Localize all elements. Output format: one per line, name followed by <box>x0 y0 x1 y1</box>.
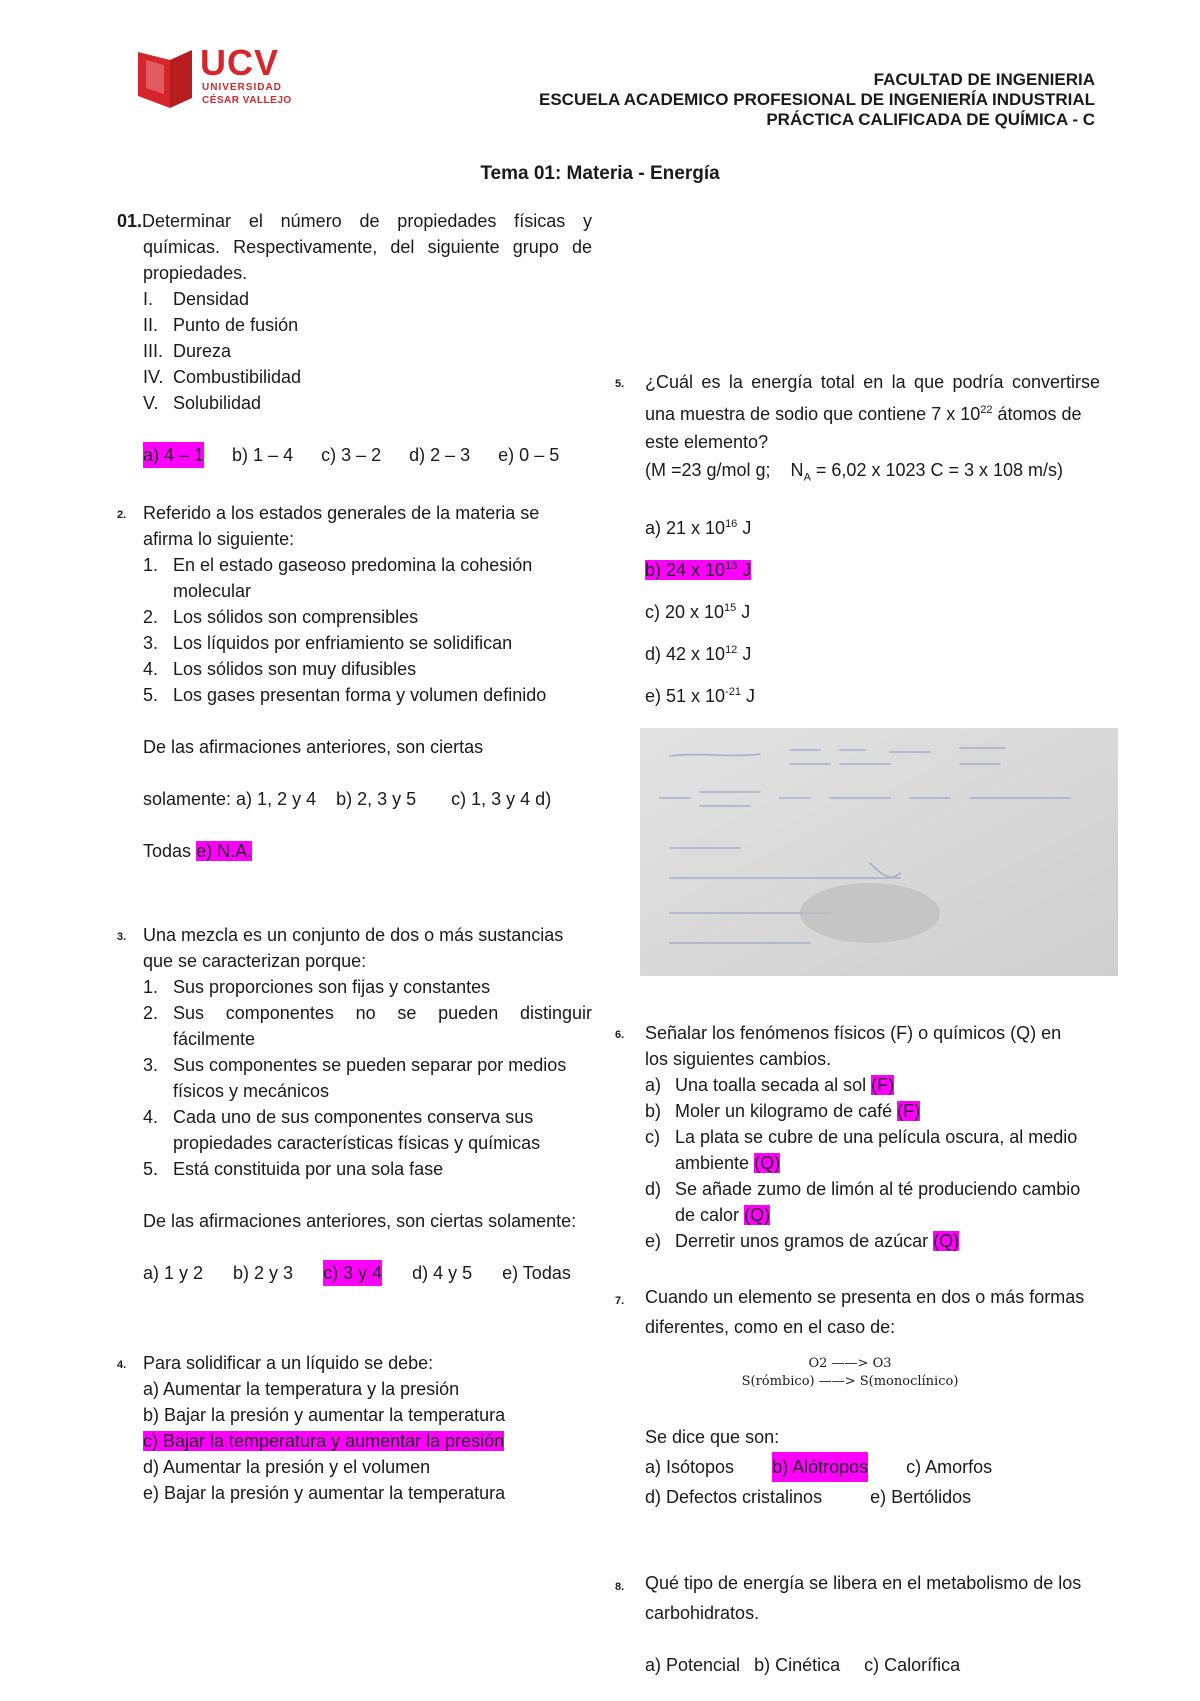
list-item: 1. Sus proporciones son fijas y constantes <box>143 977 491 997</box>
list-item: 4. Cada uno de sus componentes conserva sus <box>143 1107 534 1127</box>
q1-items <box>143 286 592 416</box>
q4-number: 4. <box>117 1359 127 1371</box>
q7-number: 7. <box>615 1295 625 1307</box>
q1-option-d[interactable]: d) 2 – 3 <box>409 445 471 465</box>
question-3 <box>117 922 592 1286</box>
q3-options <box>143 1260 592 1286</box>
q3-answer-c[interactable]: c) 3 y 4 <box>323 1260 382 1286</box>
q4-option-a[interactable]: a) Aumentar la temperatura y la presión <box>143 1379 460 1399</box>
q8-number: 8. <box>615 1581 625 1593</box>
q5-option-c[interactable]: c) 20 x $10^{15}$ J <box>645 601 751 622</box>
allotrope-formula <box>740 1355 960 1391</box>
document-header <box>539 70 1095 130</box>
logo-line2: CÉSAR VALLEJO <box>202 95 292 106</box>
ucv-logo <box>136 42 346 112</box>
logo-brand: UCV <box>200 42 280 83</box>
question-7-answers <box>645 1422 1100 1512</box>
q7-option-e[interactable]: e) Bertólidos <box>870 1487 972 1507</box>
q5-option-e[interactable]: e) 51 x $10^{-21}$ J <box>645 685 755 706</box>
q5-text-c: este elemento? <box>645 432 769 452</box>
q4-option-b[interactable]: b) Bajar la presión y aumentar la temperatura <box>143 1405 506 1425</box>
q5-data-sub: A <box>803 471 811 484</box>
q2-number: 2. <box>117 509 127 521</box>
q6-answer-a[interactable]: (F) <box>871 1075 895 1095</box>
q1-option-b[interactable]: b) 1 – 4 <box>232 445 294 465</box>
q7-text-b: diferentes, como en el caso de: <box>645 1317 896 1337</box>
q7-option-d[interactable]: d) Defectos cristalinos <box>645 1487 823 1507</box>
q2-tail-3: Todas <box>143 841 192 861</box>
q5-number: 5. <box>615 378 625 390</box>
q5-data-2: = 6,02 x 1023 C = 3 x 108 m/s) <box>810 460 1064 480</box>
q7-text-a: Cuando un elemento se presenta en dos o más formas <box>645 1287 1085 1307</box>
q5-option-d[interactable]: d) 42 x $10^{12}$ J <box>645 643 752 664</box>
q4-answer-c[interactable]: c) Bajar la temperatura y aumentar la presión <box>143 1431 505 1451</box>
q8-option-b[interactable]: b) Cinética <box>754 1655 841 1675</box>
list-item: d) Se añade zumo de limón al té produciendo cambio <box>645 1179 1081 1199</box>
list-item: I. Densidad <box>143 289 250 309</box>
question-1 <box>117 208 592 468</box>
q5-data-1: (M =23 g/mol g; N <box>645 460 804 480</box>
list-item: propiedades características físicas y químicas <box>173 1133 541 1153</box>
q4-option-d[interactable]: d) Aumentar la presión y el volumen <box>143 1457 431 1477</box>
q6-answer-d[interactable]: (Q) <box>744 1205 771 1225</box>
list-item: e) Derretir unos gramos de azúcar (Q) <box>645 1231 960 1251</box>
q5-text-b2: átomos de <box>992 404 1082 424</box>
q1-text-c: propiedades. <box>143 263 248 283</box>
list-item: a) Una toalla secada al sol (F) <box>645 1075 895 1095</box>
q1-answer-a[interactable]: a) 4 – 1 <box>143 442 204 468</box>
list-item: V. Solubilidad <box>143 393 262 413</box>
question-6 <box>615 1020 1100 1254</box>
list-item: 4. Los sólidos son muy difusibles <box>143 659 417 679</box>
q6-answer-c[interactable]: (Q) <box>754 1153 781 1173</box>
q6-number: 6. <box>615 1029 625 1041</box>
q8-option-c[interactable]: c) Calorífica <box>864 1655 961 1675</box>
q3-option-b[interactable]: b) 2 y 3 <box>233 1263 294 1283</box>
header-faculty: FACULTAD DE INGENIERIA <box>873 70 1095 89</box>
q2-answer[interactable]: e) N.A. <box>196 841 253 861</box>
q7-option-c[interactable]: c) Amorfos <box>906 1457 993 1477</box>
q6-text-a: Señalar los fenómenos físicos (F) o químicos (Q) en <box>645 1023 1062 1043</box>
page-title: Tema 01: Materia - Energía <box>480 163 720 184</box>
q2-text-b: afirma lo siguiente: <box>143 529 295 549</box>
list-item: 5. Los gases presentan forma y volumen definido <box>143 685 547 705</box>
question-7 <box>615 1282 1100 1342</box>
q1-option-e[interactable]: e) 0 – 5 <box>498 445 560 465</box>
logo-line1: UNIVERSIDAD <box>202 82 282 93</box>
question-8 <box>615 1568 1100 1680</box>
q6-text-b: los siguientes cambios. <box>645 1049 832 1069</box>
q2-tail-2: solamente: a) 1, 2 y 4 b) 2, 3 y 5 c) 1, 3 y 4 d) <box>143 789 552 809</box>
q5-answer-b[interactable]: b) 24 x $10^{13}$ J <box>645 559 752 580</box>
q8-text-a: Qué tipo de energía se libera en el metabolismo de los <box>645 1573 1082 1593</box>
q7-answer-b[interactable]: b) Alótropos <box>772 1452 868 1482</box>
q3-tail: De las afirmaciones anteriores, son ciertas solamente: <box>143 1211 577 1231</box>
q3-option-a[interactable]: a) 1 y 2 <box>143 1263 204 1283</box>
q6-answer-e[interactable]: (Q) <box>933 1231 960 1251</box>
q3-option-d[interactable]: d) 4 y 5 <box>412 1263 473 1283</box>
q1-number: 01. <box>117 211 143 231</box>
list-item: de calor (Q) <box>675 1205 771 1225</box>
q5-text-a: ¿Cuál es la energía total en la que podría convertirse <box>645 372 1100 392</box>
formula-oxygen: O2 ——> O3 <box>808 1356 892 1371</box>
formula-sulfur: S(rómbico) ——> S(monoclínico) <box>741 1374 959 1389</box>
header-exam: PRÁCTICA CALIFICADA DE QUÍMICA - C <box>766 110 1095 129</box>
list-item: molecular <box>173 581 252 601</box>
q1-options <box>143 442 592 468</box>
question-4 <box>117 1350 592 1506</box>
list-item: ambiente (Q) <box>675 1153 781 1173</box>
list-item: II. Punto de fusión <box>143 315 299 335</box>
q2-tail-1: De las afirmaciones anteriores, son ciertas <box>143 737 484 757</box>
list-item: IV. Combustibilidad <box>143 367 302 387</box>
list-item: 5. Está constituida por una sola fase <box>143 1159 444 1179</box>
q8-option-a[interactable]: a) Potencial <box>645 1655 741 1675</box>
q3-text-a: Una mezcla es un conjunto de dos o más sustancias <box>143 925 564 945</box>
header-school: ESCUELA ACADEMICO PROFESIONAL DE INGENIERÍA INDUSTRIAL <box>539 90 1095 109</box>
q1-option-c[interactable]: c) 3 – 2 <box>321 445 382 465</box>
q5-text-b-sup: 22 <box>980 404 993 416</box>
q4-text: Para solidificar a un líquido se debe: <box>143 1353 434 1373</box>
q1-text-b: químicas. Respectivamente, del siguiente grupo de <box>143 237 592 257</box>
handwriting-image <box>640 728 1118 976</box>
list-item: 2. Los sólidos son comprensibles <box>143 607 419 627</box>
q3-option-e[interactable]: e) Todas <box>502 1263 571 1283</box>
q2-text-a: Referido a los estados generales de la materia se <box>143 503 540 523</box>
list-item: b) Moler un kilogramo de café (F) <box>645 1101 921 1121</box>
list-item: 2. Sus componentes no se pueden distinguir <box>143 1003 592 1023</box>
handwritten-solution-photo <box>640 728 1118 976</box>
question-2 <box>117 500 592 864</box>
list-item: c) La plata se cubre de una película oscura, al medio <box>645 1127 1078 1147</box>
list-item: 3. Los líquidos por enfriamiento se solidifican <box>143 633 513 653</box>
q1-text-a: Determinar el número de propiedades físicas y <box>142 211 592 231</box>
list-item: 3. Sus componentes se pueden separar por medios <box>143 1055 567 1075</box>
q4-option-e[interactable]: e) Bajar la presión y aumentar la temperatura <box>143 1483 506 1503</box>
list-item: III. Dureza <box>143 341 232 361</box>
q3-number: 3. <box>117 931 127 943</box>
q8-text-b: carbohidratos. <box>645 1603 760 1623</box>
question-5 <box>615 368 1100 710</box>
q5-text-b1: una muestra de sodio que contiene 7 x 10 <box>645 404 981 424</box>
list-item: 1. En el estado gaseoso predomina la cohesión <box>143 555 533 575</box>
q7-tail: Se dice que son: <box>645 1427 780 1447</box>
q6-answer-b[interactable]: (F) <box>897 1101 921 1121</box>
q5-option-a[interactable]: a) 21 x $10^{16}$ J <box>645 517 752 538</box>
q3-text-b: que se caracterizan porque: <box>143 951 367 971</box>
list-item: fácilmente <box>173 1029 256 1049</box>
list-item: físicos y mecánicos <box>173 1081 330 1101</box>
q7-option-a[interactable]: a) Isótopos <box>645 1457 735 1477</box>
